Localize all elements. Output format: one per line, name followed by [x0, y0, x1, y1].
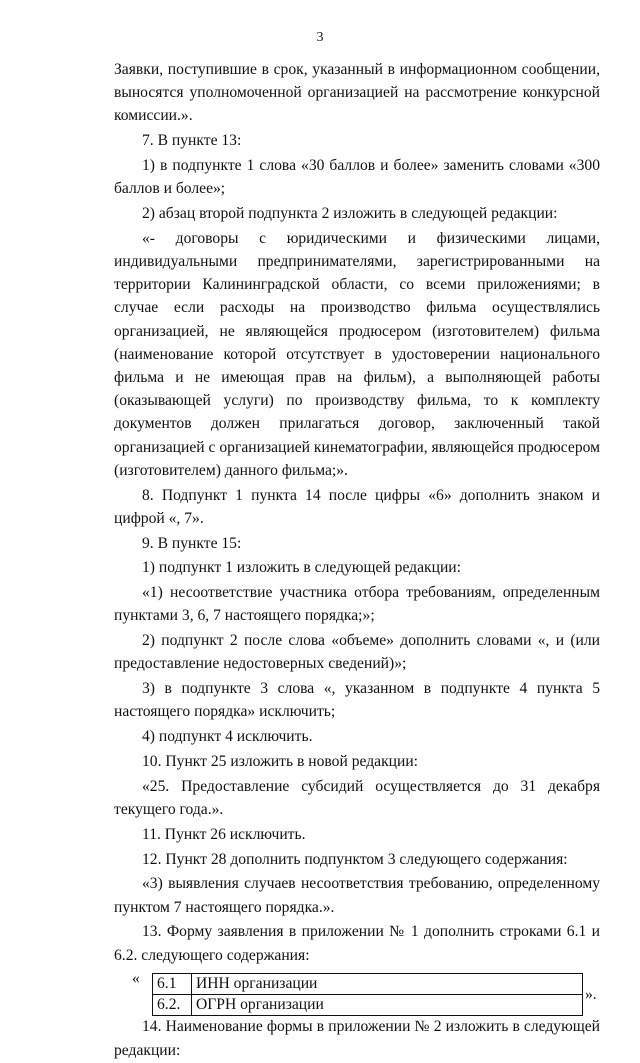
paragraph-6: 9. В пункте 15: — [142, 534, 242, 552]
paragraph-17: 13. Форму заявления в приложении № 1 дополнить строками 6.1 и 6.2. следующего содержания: — [114, 923, 600, 964]
paragraph-16: «3) выявления случаев несоответствия требованию, определенному пунктом 7 настоящего порядка.». — [114, 875, 600, 916]
paragraph-14: 11. Пункт 26 исключить. — [142, 825, 306, 843]
paragraph-13: «25. Предоставление субсидий осуществляется до 31 декабря текущего года.». — [114, 777, 600, 819]
paragraph-0: Заявки, поступившие в срок, указанный в информационном сообщении, выносятся уполномоченной организацией на рассмотрение конкурсной комиссии.». — [114, 61, 600, 125]
inserted-rows-block — [114, 968, 600, 1012]
paragraph-5: 8. Подпункт 1 пункта 14 после цифры «6» дополнить знаком и цифрой «, 7». — [114, 486, 600, 527]
inserted-rows-table — [152, 973, 583, 1016]
paragraph-10: 3) в подпункте 3 слова «, указанном в подпункте 4 пункта 5 настоящего порядка» исключить; — [114, 680, 600, 721]
paragraph-7: 1) подпункт 1 изложить в следующей редакции: — [142, 559, 461, 577]
paragraph-9: 2) подпункт 2 после слова «объеме» дополнить словами «, и (или предоставление недостоверных сведений)»; — [114, 632, 600, 673]
paragraph-15: 12. Пункт 28 дополнить подпунктом 3 следующего содержания: — [142, 850, 568, 868]
paragraph-2: 1) в подпункте 1 слова «30 баллов и более» заменить словами «300 баллов и более»; — [114, 157, 600, 198]
paragraph-8: «1) несоответствие участника отбора требованиям, определенным пунктами 3, 6, 7 настоящего порядка;»; — [114, 584, 600, 625]
table-cell-num: 6.1 — [153, 974, 192, 995]
document-body — [114, 58, 600, 1063]
table-cell-num: 6.2. — [153, 995, 192, 1016]
table-cell-label: ИНН организации — [192, 974, 583, 995]
table-row — [153, 974, 583, 995]
paragraph-4: «- договоры с юридическими и физическими лицами, индивидуальными предпринимателями, зарегистрированными на территории Калининградской области, со всеми приложениями; в случае если расходы на производство фильма осуществлялись организацией, не являющейся продюсером (изготовителем) фильма (наименование которой отсутствует в удостоверении национального фильма и не имеющая прав на фильм), а выполняющей работы (оказывающей услуги) по производству фильма, то к комплекту документов должен прилагаться договор, заключенный такой организацией с организацией кинематографии, являющейся продюсером (изготовителем) данного фильма;». — [114, 229, 600, 479]
table-row — [153, 995, 583, 1016]
table-open-quote: « — [132, 970, 140, 988]
paragraph-12: 10. Пункт 25 изложить в новой редакции: — [142, 753, 419, 771]
paragraph-1: 7. В пункте 13: — [142, 132, 242, 150]
paragraph-3: 2) абзац второй подпункта 2 изложить в следующей редакции: — [142, 205, 558, 222]
table-close-quote: ». — [585, 986, 597, 1004]
page-number: 3 — [316, 30, 324, 45]
paragraph-after-0: 14. Наименование формы в приложении № 2 изложить в следующей редакции: — [114, 1018, 600, 1059]
paragraph-11: 4) подпункт 4 исключить. — [142, 728, 313, 746]
table-cell-label: ОГРН организации — [192, 995, 583, 1016]
